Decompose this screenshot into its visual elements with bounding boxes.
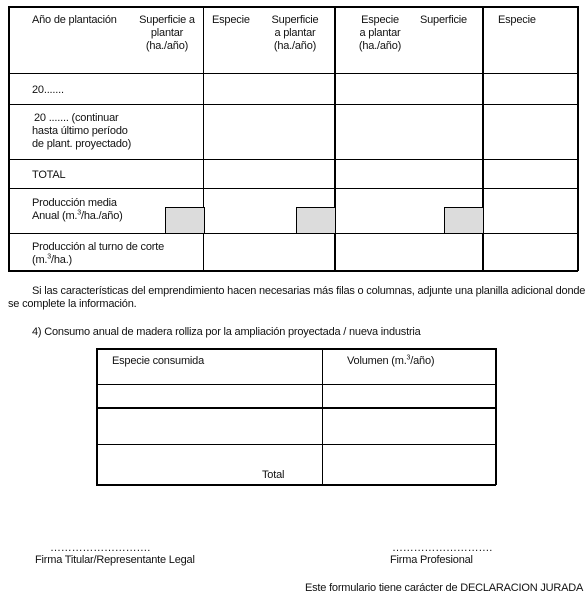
table-row-divider	[8, 73, 578, 74]
table-row-divider	[96, 444, 496, 445]
row-total: TOTAL	[32, 169, 66, 181]
table-col-divider	[322, 348, 323, 485]
shaded-cell	[444, 207, 484, 234]
sworn-declaration-footer: Este formulario tiene carácter de DECLARACION JURADA	[305, 582, 584, 594]
note-text: Si las características del emprendimiento hacen necesarias más filas o columnas, adjunte una planilla adicional donde se complete la información.	[8, 285, 586, 310]
section-4-title: 4) Consumo anual de madera rolliza por la ampliación proyectada / nueva industria	[32, 326, 421, 338]
header-volume: Volumen (m.$^3$/año)	[347, 354, 435, 367]
header-species-1: Especie	[212, 14, 250, 26]
row-cut-production: Producción al turno de corte (m.$^3$/ha.)	[32, 241, 164, 266]
table-border-bottom	[8, 270, 578, 272]
table-border-right	[577, 6, 579, 271]
header-species-3: Especie	[498, 14, 536, 26]
table-border-right	[495, 348, 497, 485]
table-row-divider	[96, 407, 496, 409]
shaded-cell	[165, 207, 205, 234]
header-year: Año de plantación	[32, 14, 117, 26]
header-surface-3: Superficie	[420, 14, 467, 26]
table-row-divider	[8, 188, 578, 189]
consumption-total-label: Total	[262, 469, 285, 481]
table-border-top	[96, 348, 496, 350]
table-border-top	[8, 6, 578, 8]
header-species-2: Especie a plantar (ha./año)	[358, 14, 402, 52]
table-row-divider	[8, 159, 578, 160]
signature-label-holder: Firma Titular/Representante Legal	[35, 554, 195, 566]
row-last-year: 20 ....... (continuar hasta último período de plant. proyectado)	[32, 112, 132, 150]
header-surface-2: Superficie a plantar (ha./año)	[271, 14, 319, 52]
signature-line-holder: ……………………….	[50, 542, 151, 554]
table-border-left	[8, 6, 10, 271]
signature-label-professional: Firma Profesional	[390, 554, 473, 566]
row-first-year: 20.......	[32, 84, 64, 96]
row-mean-production: Producción media Anual (m.$^3$/ha./año)	[32, 197, 123, 222]
table-border-left	[96, 348, 98, 485]
shaded-cell	[296, 207, 336, 234]
header-surface-1: Superficie a plantar (ha./año)	[139, 14, 195, 52]
signature-line-professional: ……………………….	[392, 542, 493, 554]
table-row-divider	[8, 233, 578, 234]
table-row-divider	[96, 384, 496, 385]
table-row-divider	[8, 104, 578, 105]
table-border-bottom	[96, 484, 496, 486]
header-species-consumed: Especie consumida	[112, 355, 204, 367]
